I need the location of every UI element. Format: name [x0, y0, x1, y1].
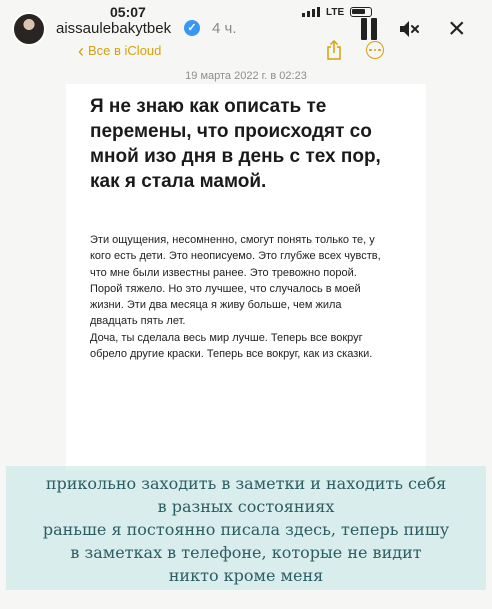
story-caption: [10, 472, 482, 587]
note-paragraph: Эти ощущения, несомненно, смогут понять только те, у кого есть дети. Это неописуемо. Это глубже всех чувств, что мне были известны ранее. Это тревожно порой. Порой тяжело. Но это лучшее, что случалось в моей жизни. Эти два месяца я живу больше, чем жила двадцать пять лет.: [90, 234, 381, 328]
battery-icon: [350, 7, 372, 17]
back-to-icloud-link[interactable]: [78, 40, 162, 61]
caption-line: в разных состояниях: [157, 497, 335, 516]
signal-strength-icon: [302, 7, 320, 17]
status-bar: [0, 0, 492, 20]
note-paragraph: Доча, ты сделала весь мир лучше. Теперь все вокруг обрело другие краски. Теперь все вокруг, как из сказки.: [90, 331, 373, 361]
caption-line: никто кроме меня: [168, 566, 324, 585]
story-time-ago: 4 ч.: [212, 20, 237, 37]
share-icon[interactable]: [326, 40, 342, 60]
back-link-label: Все в iCloud: [88, 43, 162, 58]
note-title: Я не знаю как описать те перемены, что происходят со мной изо дня в день с тех пор, как я стала мамой.: [90, 96, 381, 192]
more-options-icon[interactable]: [366, 41, 384, 59]
network-type: LTE: [326, 6, 345, 18]
status-indicators: [302, 6, 372, 18]
mute-icon[interactable]: [398, 19, 420, 39]
verified-badge-icon: ✓: [184, 20, 200, 36]
status-time: 05:07: [110, 4, 146, 20]
chevron-left-icon: ‹: [78, 40, 84, 61]
caption-line: раньше я постоянно писала здесь, теперь пишу: [42, 520, 450, 539]
pause-icon[interactable]: [360, 18, 378, 40]
caption-line: в заметках в телефоне, которые не видит: [70, 543, 422, 562]
avatar[interactable]: [12, 12, 46, 46]
note-body: [90, 232, 390, 362]
caption-line: прикольно заходить в заметки и находить себя: [45, 474, 447, 493]
close-icon[interactable]: ×: [448, 12, 466, 45]
note-date: 19 марта 2022 г. в 02:23: [185, 70, 307, 82]
story-username[interactable]: aissaulebakytbek: [56, 20, 172, 37]
